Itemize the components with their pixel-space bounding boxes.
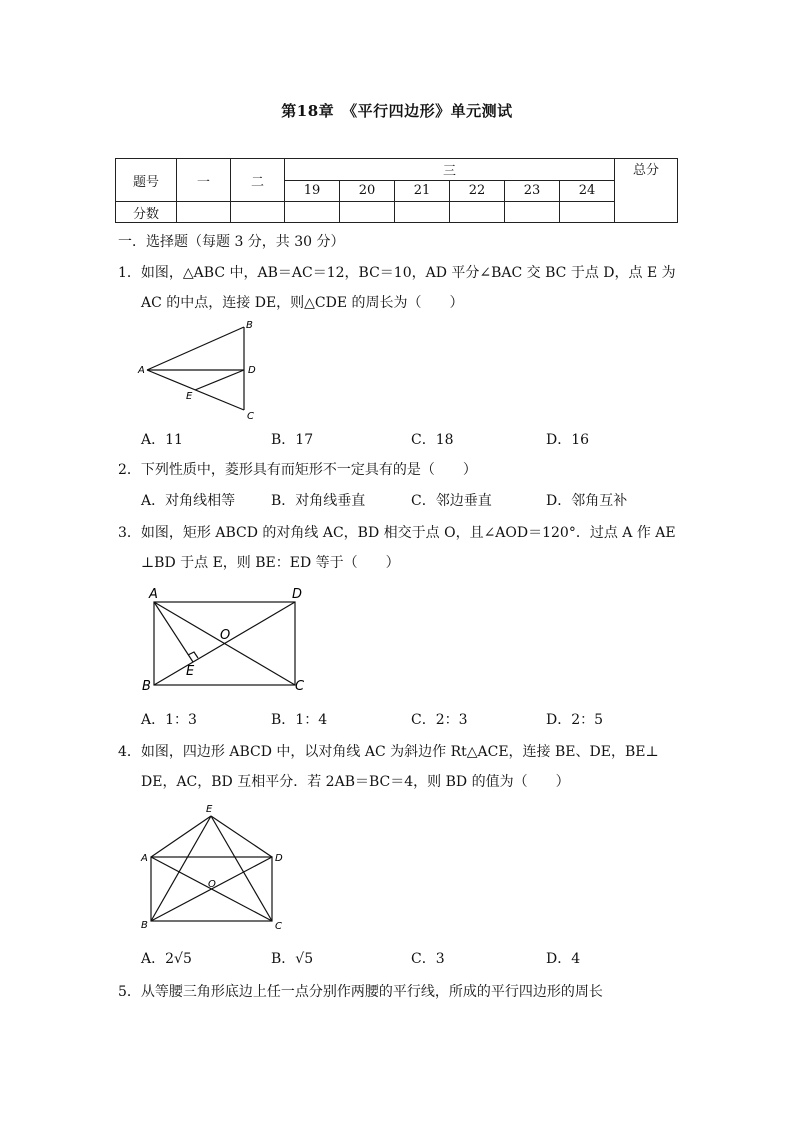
- score-col-3: 三: [285, 159, 615, 181]
- q1-label-b: B: [246, 320, 253, 331]
- q3-option-c: C．2：3: [411, 712, 468, 728]
- q1-label-d: D: [248, 365, 256, 376]
- score-table: [115, 158, 678, 223]
- q3-label-d: D: [292, 587, 303, 602]
- q3-option-a: A．1：3: [141, 712, 197, 728]
- score-subcol: 21: [395, 180, 450, 202]
- q3-label-b: B: [142, 679, 151, 694]
- q4-figure: [138, 800, 298, 935]
- q1-text-line1: 1．如图，△ABC 中，AB＝AC＝12，BC＝10，AD 平分∠BAC 交 BC 于点 D，点 E 为: [118, 265, 676, 281]
- score-col-1: 一: [177, 159, 231, 202]
- q1-option-d: D．16: [546, 432, 590, 448]
- q4-label-e: E: [206, 804, 213, 815]
- q5-text-line1: 5．从等腰三角形底边上任一点分别作两腰的平行线，所成的平行四边形的周长: [118, 984, 603, 1000]
- q1-text-line2: AC 的中点，连接 DE，则△CDE 的周长为（ ）: [141, 295, 464, 311]
- score-subcol: 24: [560, 180, 615, 202]
- q4-label-c: C: [275, 921, 282, 932]
- score-header-label: 题号: [116, 159, 177, 202]
- q3-label-o: O: [220, 628, 231, 643]
- q3-option-b: B．1：4: [271, 712, 328, 728]
- q1-label-e: E: [186, 391, 193, 402]
- q4-label-o: O: [208, 879, 216, 890]
- q2-option-c: C．邻边垂直: [411, 493, 492, 509]
- q3-figure: [138, 583, 318, 698]
- page-title: 第18章 《平行四边形》单元测试: [281, 102, 513, 120]
- q1-option-a: A．11: [141, 432, 183, 448]
- score-cell: [231, 202, 285, 223]
- score-cell: [450, 202, 505, 223]
- q3-label-e: E: [186, 664, 195, 679]
- q4-text-line1: 4．如图，四边形 ABCD 中，以对角线 AC 为斜边作 Rt△ACE，连接 BE、DE，BE⊥: [118, 744, 659, 760]
- score-col-2: 二: [231, 159, 285, 202]
- score-cell: [177, 202, 231, 223]
- score-subcol: 22: [450, 180, 505, 202]
- q3-label-a: A: [149, 587, 158, 602]
- score-cell: [560, 202, 615, 223]
- q2-option-b: B．对角线垂直: [271, 493, 366, 509]
- q1-option-c: C．18: [411, 432, 454, 448]
- score-row-label: 分数: [116, 202, 177, 223]
- q3-text-line1: 3．如图，矩形 ABCD 的对角线 AC，BD 相交于点 O，且∠AOD＝120°．过点 A 作 AE: [118, 525, 676, 541]
- q4-label-a: A: [141, 853, 148, 864]
- score-subcol: 23: [505, 180, 560, 202]
- score-col-total: 总分: [615, 159, 678, 223]
- q4-option-b: B．√5: [271, 951, 314, 967]
- score-cell: [285, 202, 340, 223]
- q2-option-a: A．对角线相等: [141, 493, 236, 509]
- q4-option-c: C．3: [411, 951, 445, 967]
- score-cell: [340, 202, 395, 223]
- q3-option-d: D．2：5: [546, 712, 604, 728]
- q4-option-a: A．2√5: [141, 951, 192, 967]
- q4-text-line2: DE，AC，BD 互相平分．若 2AB＝BC＝4，则 BD 的值为（ ）: [141, 774, 570, 790]
- q4-option-d: D．4: [546, 951, 581, 967]
- q1-label-a: A: [138, 365, 145, 376]
- q3-label-c: C: [295, 679, 305, 694]
- score-subcol: 20: [340, 180, 395, 202]
- score-subcol: 19: [285, 180, 340, 202]
- q1-label-c: C: [247, 411, 254, 422]
- q2-text-line1: 2．下列性质中，菱形具有而矩形不一定具有的是（ ）: [118, 462, 477, 478]
- q4-label-b: B: [141, 920, 148, 931]
- q1-option-b: B．17: [271, 432, 314, 448]
- q1-figure: [135, 315, 265, 425]
- q3-text-line2: ⊥BD 于点 E，则 BE：ED 等于（ ）: [141, 555, 400, 571]
- section-heading: 一．选择题（每题 3 分，共 30 分）: [118, 234, 345, 250]
- q2-option-d: D．邻角互补: [546, 493, 628, 509]
- score-cell: [505, 202, 560, 223]
- q4-label-d: D: [275, 853, 283, 864]
- score-cell: [395, 202, 450, 223]
